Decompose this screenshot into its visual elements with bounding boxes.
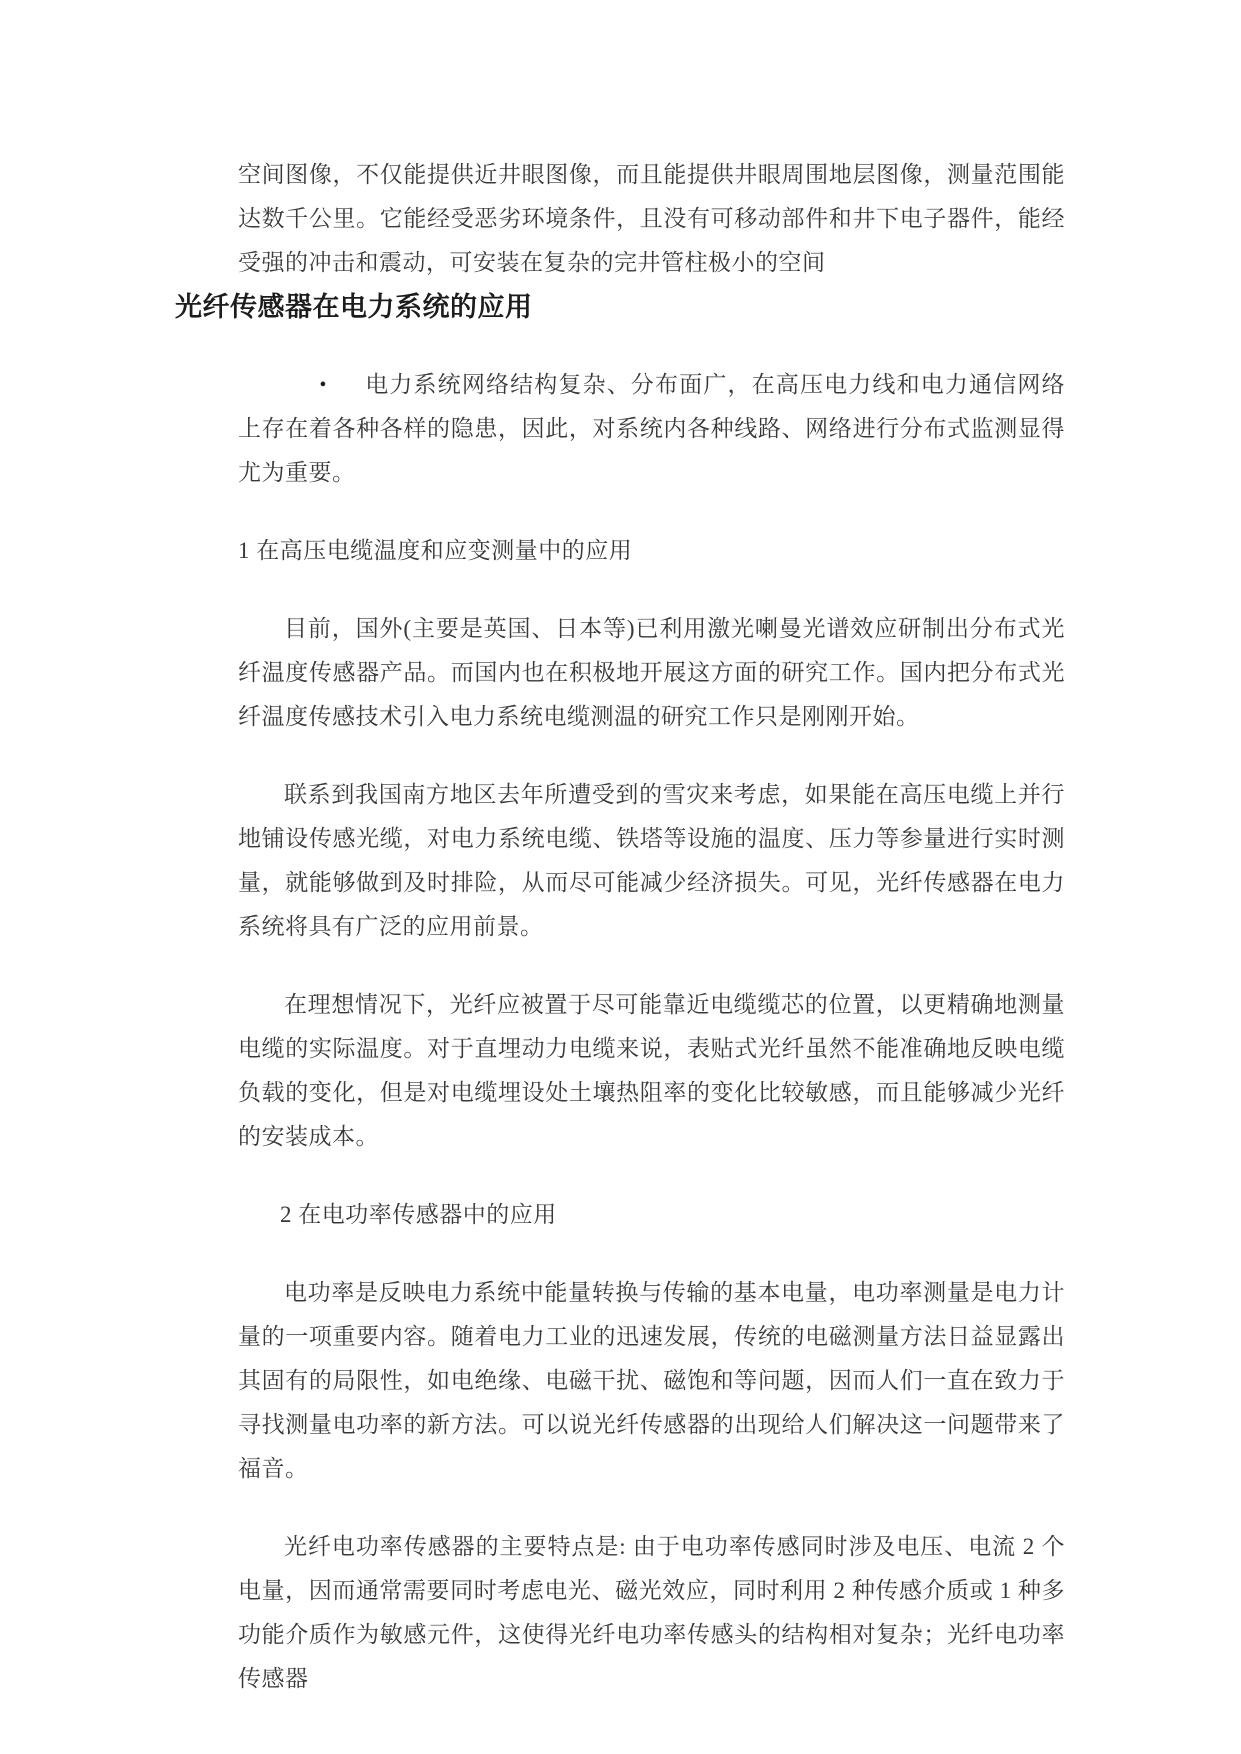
section-heading-1: 1 在高压电缆温度和应变测量中的应用 bbox=[238, 538, 633, 563]
bullet-item-text: 电力系统网络结构复杂、分布面广，在高压电力线和电力通信网络上存在着各种各样的隐患，因此，对系统内各种线路、网络进行分布式监测显得尤为重要。 bbox=[238, 372, 1065, 485]
paragraph-snow-disaster-monitoring: 联系到我国南方地区去年所遭受到的雪灾来考虑，如果能在高压电缆上并行地铺设传感光缆，对电力系统电缆、铁塔等设施的温度、压力等参量进行实时测量，就能够做到及时排险，从而尽可能减少经济损失。可见，光纤传感器在电力系统将具有广泛的应用前景。 bbox=[238, 782, 1065, 939]
paragraph-cable-core-placement: 在理想情况下，光纤应被置于尽可能靠近电缆缆芯的位置，以更精确地测量电缆的实际温度。对于直埋动力电缆来说，表贴式光纤虽然不能准确地反映电缆负载的变化，但是对电缆埋设处土壤热阻率的变化比较敏感，而且能够减少光纤的安装成本。 bbox=[238, 992, 1065, 1149]
paragraph-raman-temperature-sensor: 目前，国外(主要是英国、日本等)已利用激光喇曼光谱效应研制出分布式光纤温度传感器产品。而国内也在积极地开展这方面的研究工作。国内把分布式光纤温度传感技术引入电力系统电缆测温的研究工作只是刚刚开始。 bbox=[238, 616, 1065, 729]
section-heading-2: 2 在电功率传感器中的应用 bbox=[280, 1202, 557, 1227]
paragraph-electric-power-measurement: 电功率是反映电力系统中能量转换与传输的基本电量，电功率测量是电力计量的一项重要内容。随着电力工业的迅速发展，传统的电磁测量方法日益显露出其固有的局限性，如电绝缘、电磁干扰、磁饱和等问题，因而人们一直在致力于寻找测量电功率的新方法。可以说光纤传感器的出现给人们解决这一问题带来了福音。 bbox=[238, 1280, 1065, 1481]
document-heading: 光纤传感器在电力系统的应用 bbox=[175, 292, 533, 322]
paragraph-borehole-imaging: 空间图像，不仅能提供近井眼图像，而且能提供井眼周围地层图像，测量范围能达数千公里。它能经受恶劣环境条件，且没有可移动部件和井下电子器件，能经受强的冲击和震动，可安装在复杂的完井管柱极小的空间 bbox=[238, 162, 1065, 275]
bullet-list-item bbox=[238, 363, 1065, 495]
paragraph-power-sensor-features: 光纤电功率传感器的主要特点是: 由于电功率传感同时涉及电压、电流 2 个电量，因而通常需要同时考虑电光、磁光效应，同时利用 2 种传感介质或 1 种多功能介质作为敏感元件，这使得光纤电功率传感头的结构相对复杂；光纤电功率传感器 bbox=[238, 1534, 1066, 1691]
bullet-icon: • bbox=[319, 373, 327, 396]
